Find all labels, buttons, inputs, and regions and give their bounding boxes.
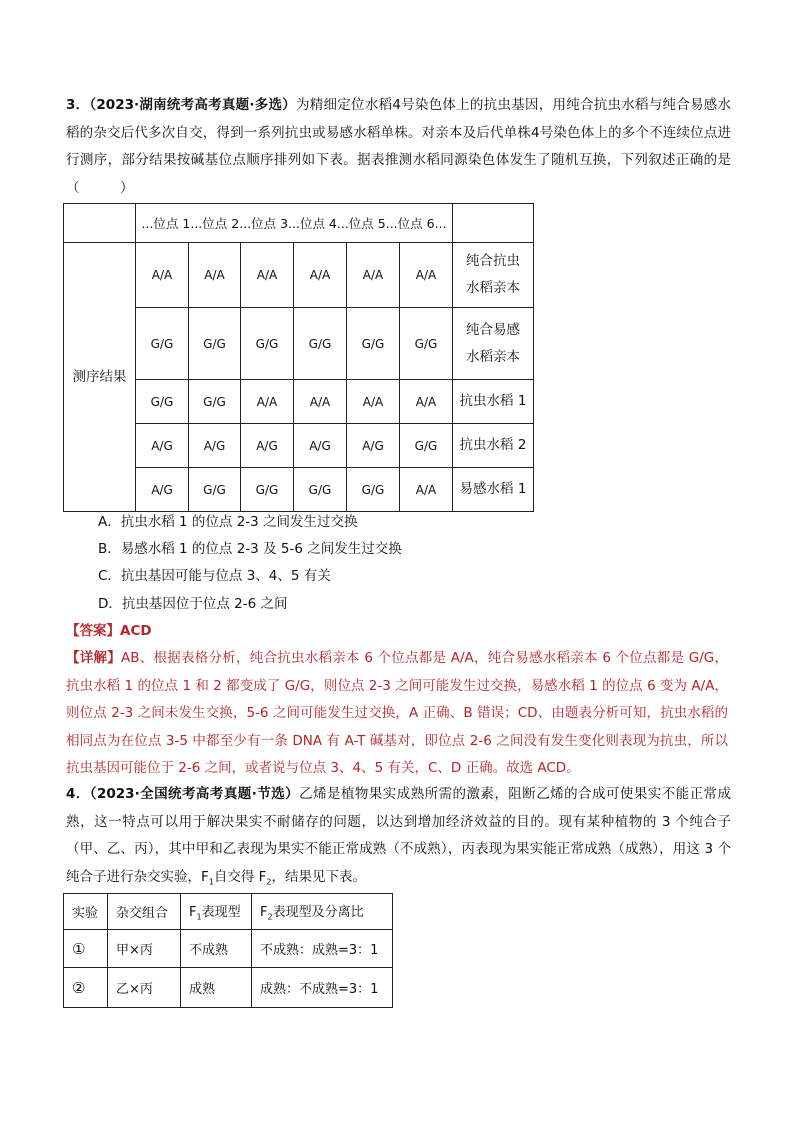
table-cell: A/A (400, 380, 453, 424)
row-group-label: 测序结果 (64, 243, 136, 512)
table-cell: G/G (241, 308, 294, 380)
table-cell: G/G (136, 308, 189, 380)
table-cell: G/G (189, 468, 241, 512)
row-label (453, 243, 534, 308)
option-c: C．抗虫基因可能与位点 3、4、5 有关 (98, 568, 331, 584)
header-f2-suffix: 表现型及分离比 (272, 905, 364, 921)
option-d: D．抗虫基因位于位点 2-6 之间 (98, 596, 288, 612)
table-corner-cell (64, 204, 136, 243)
q3-answer (66, 621, 152, 641)
q3-number: 3． (66, 97, 90, 113)
q3-stem-text: 为精细定位水稻4号染色体上的抗虫基因，用纯合抗虫水稻与纯合易感水稻的杂交后代多次自交，得到一系列抗虫或易感水稻单株。对亲本及后代单株4号染色体上的多个不连续位点进行测序，部分结果按碱基位点顺序排列如下表。据表推测水稻同源染色体发生了随机互换，下列叙述正确的是（ ） (66, 97, 731, 196)
table-cell: A/G (241, 424, 294, 468)
row-label: 抗虫水稻 2 (453, 424, 534, 468)
explanation-label: 【详解】 (66, 650, 122, 666)
table-header-row (64, 894, 393, 930)
table-cell: A/A (294, 243, 347, 308)
row-label-text: 纯合易感水稻亲本 (466, 321, 520, 365)
table-cell: G/G (294, 468, 347, 512)
option-a: A．抗虫水稻 1 的位点 2-3 之间发生过交换 (98, 514, 358, 530)
q4-table (63, 893, 393, 1008)
table-cell: A/G (294, 424, 347, 468)
q4-stem-sub-2: 2 (266, 877, 272, 887)
table-cell: A/G (189, 424, 241, 468)
table-cell: 成熟 (181, 968, 252, 1008)
row-label: 易感水稻 1 (453, 468, 534, 512)
table-row (64, 930, 393, 968)
table-cell: G/G (189, 380, 241, 424)
header-f1-prefix: F (189, 905, 197, 921)
q3-table (63, 203, 534, 512)
q4-stem-sub-1: 1 (208, 877, 214, 887)
q3-explanation (66, 645, 728, 783)
table-cell: A/A (241, 243, 294, 308)
table-cell: A/A (189, 243, 241, 308)
table-row (64, 968, 393, 1008)
option-b: B．易感水稻 1 的位点 2-3 及 5-6 之间发生过交换 (98, 541, 402, 557)
table-cell: A/A (347, 380, 400, 424)
table-cell: A/A (241, 380, 294, 424)
table-cell: G/G (189, 308, 241, 380)
header-f2-sub: 2 (267, 912, 273, 922)
q4-source: （2023·全国统考高考真题·节选） (89, 786, 300, 802)
header-f2 (252, 894, 393, 930)
table-cell: 乙×丙 (108, 968, 181, 1008)
table-cell: G/G (347, 308, 400, 380)
explanation-text: AB、根据表格分析，纯合抗虫水稻亲本 6 个位点都是 A/A，纯合易感水稻亲本 6 个位点都是 G/G，抗虫水稻 1 的位点 1 和 2 都变成了 G/G，则位点 2-3 之间可能发生过交换，易感水稻 1 的位点 6 变为 A/A，则位点 2-3 之间未发生交换，5-6 之间可能发生过交换，A 正确、B 错误；CD、由题表分析可知，抗虫水稻的相同点为在位点 3-5 中都至少有一条 DNA 有 A-T 碱基对，即位点 2-6 之间没有发生变化则表现为抗虫，所以抗虫基因可能位于 2-6 之间，或者说与位点 3、4、5 有关，C、D 正确。故选 ACD。 (66, 650, 728, 776)
q3-stem (66, 92, 731, 202)
table-cell: G/G (347, 468, 400, 512)
table-cell: A/A (347, 243, 400, 308)
table-cell: A/G (136, 468, 189, 512)
table-cell: G/G (241, 468, 294, 512)
table-cell: A/G (136, 424, 189, 468)
row-label (453, 308, 534, 380)
row-label: 抗虫水稻 1 (453, 380, 534, 424)
header-experiment: 实验 (64, 894, 108, 930)
table-cell: 不成熟 (181, 930, 252, 968)
q4-stem-text-1: 乙烯是植物果实成熟所需的激素，阻断乙烯的合成可使果实不能正常成熟，这一特点可以用于解决果实不耐储存的问题，以达到增加经济效益的目的。现有某种植物的 3 个纯合子（甲、乙、丙），其中甲和乙表现为果实不能正常成熟（不成熟），丙表现为果实能正常成熟（成熟），用这 3 个纯合子进行杂交实验，F (66, 786, 731, 885)
table-cell: ① (64, 930, 108, 968)
header-cross: 杂交组合 (108, 894, 181, 930)
table-row (64, 243, 534, 308)
q4-number: 4． (66, 786, 90, 802)
table-header-empty (453, 204, 534, 243)
table-cell: G/G (400, 308, 453, 380)
table-cell: A/A (400, 243, 453, 308)
table-cell: G/G (294, 308, 347, 380)
answer-label: 【答案】 (66, 623, 120, 639)
header-f1 (181, 894, 252, 930)
q4-stem (66, 781, 731, 896)
table-cell: 甲×丙 (108, 930, 181, 968)
table-cell: G/G (400, 424, 453, 468)
answer-value: ACD (120, 623, 152, 639)
table-cell: G/G (136, 380, 189, 424)
header-f2-prefix: F (260, 905, 268, 921)
header-f1-suffix: 表现型 (201, 905, 241, 921)
table-header-loci: ...位点 1...位点 2...位点 3...位点 4...位点 5...位点 6... (136, 204, 453, 243)
q4-stem-text-2: 自交得 F (213, 868, 267, 885)
table-cell: 不成熟：成熟=3：1 (252, 930, 393, 968)
q4-stem-text-3: ，结果见下表。 (271, 868, 367, 885)
header-f1-sub: 1 (196, 912, 202, 922)
table-cell: A/A (294, 380, 347, 424)
table-cell: A/G (347, 424, 400, 468)
table-cell: A/A (136, 243, 189, 308)
row-label-text: 纯合抗虫水稻亲本 (466, 253, 520, 296)
q3-source: （2023·湖南统考高考真题·多选） (89, 97, 297, 113)
table-cell: 成熟：不成熟=3：1 (252, 968, 393, 1008)
table-cell: A/A (400, 468, 453, 512)
table-cell: ② (64, 968, 108, 1008)
